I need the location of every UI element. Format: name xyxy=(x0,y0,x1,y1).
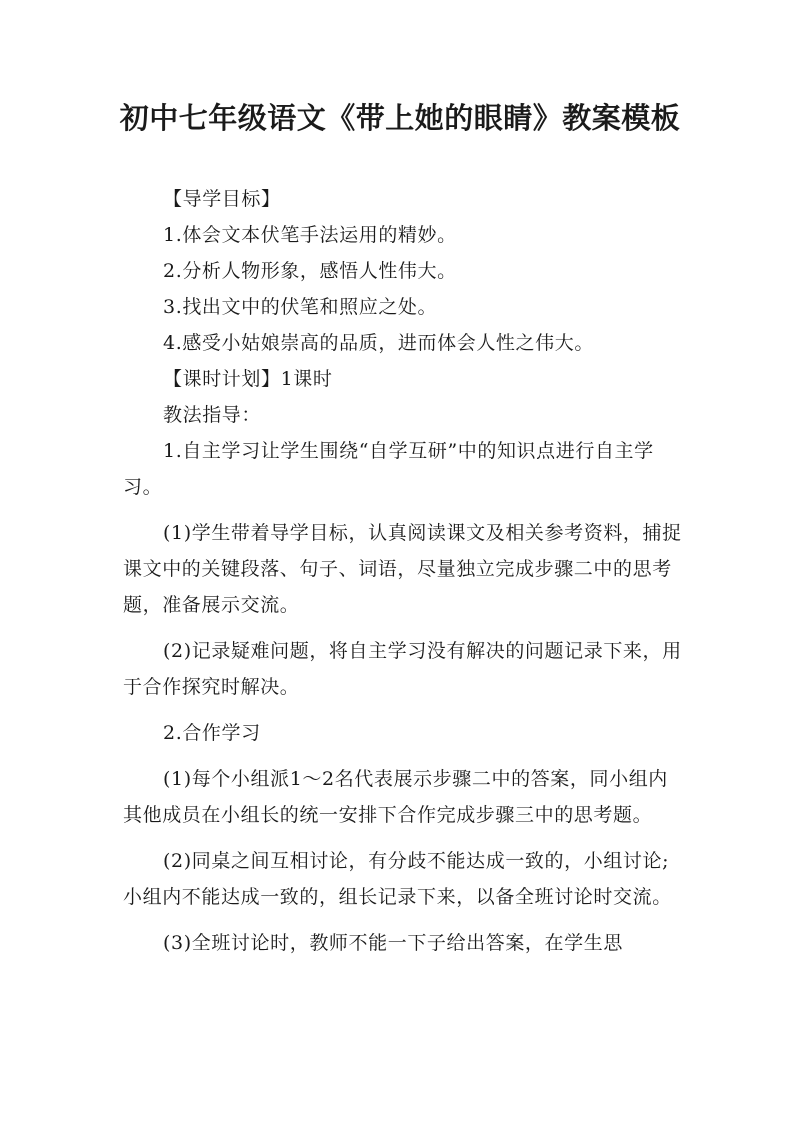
method-paragraph: 2.合作学习 xyxy=(163,722,261,744)
document-body xyxy=(123,181,685,961)
goal-item: 3.找出文中的伏笔和照应之处。 xyxy=(163,296,438,318)
method-paragraph: (2)同桌之间互相讨论，有分歧不能达成一致的，小组讨论;小组内不能达成一致的，组长记录下来，以备全班讨论时交流。 xyxy=(123,850,672,908)
method-paragraph: (1)每个小组派1～2名代表展示步骤二中的答案，同小组内其他成员在小组长的统一安排下合作完成步骤三中的思考题。 xyxy=(123,768,668,826)
method-paragraph: (2)记录疑难问题，将自主学习没有解决的问题记录下来，用于合作探究时解决。 xyxy=(123,640,682,698)
method-paragraph: (1)学生带着导学目标，认真阅读课文及相关参考资料，捕捉课文中的关键段落、句子、词语，尽量独立完成步骤二中的思考题，准备展示交流。 xyxy=(123,522,682,616)
method-paragraph: (3)全班讨论时，教师不能一下子给出答案，在学生思 xyxy=(163,932,623,954)
method-paragraph: 1.自主学习让学生围绕“自学互研”中的知识点进行自主学习。 xyxy=(123,440,654,498)
goal-item: 2.分析人物形象，感悟人性伟大。 xyxy=(163,260,457,282)
goal-item: 4.感受小姑娘崇高的品质，进而体会人性之伟大。 xyxy=(163,332,594,354)
section-heading-goals: 【导学目标】 xyxy=(163,188,281,210)
section-heading-method: 教法指导： xyxy=(163,404,262,426)
page-title: 初中七年级语文《带上她的眼睛》教案模板 xyxy=(119,101,681,135)
goal-item: 1.体会文本伏笔手法运用的精妙。 xyxy=(163,224,457,246)
section-heading-schedule: 【课时计划】1课时 xyxy=(163,368,333,390)
